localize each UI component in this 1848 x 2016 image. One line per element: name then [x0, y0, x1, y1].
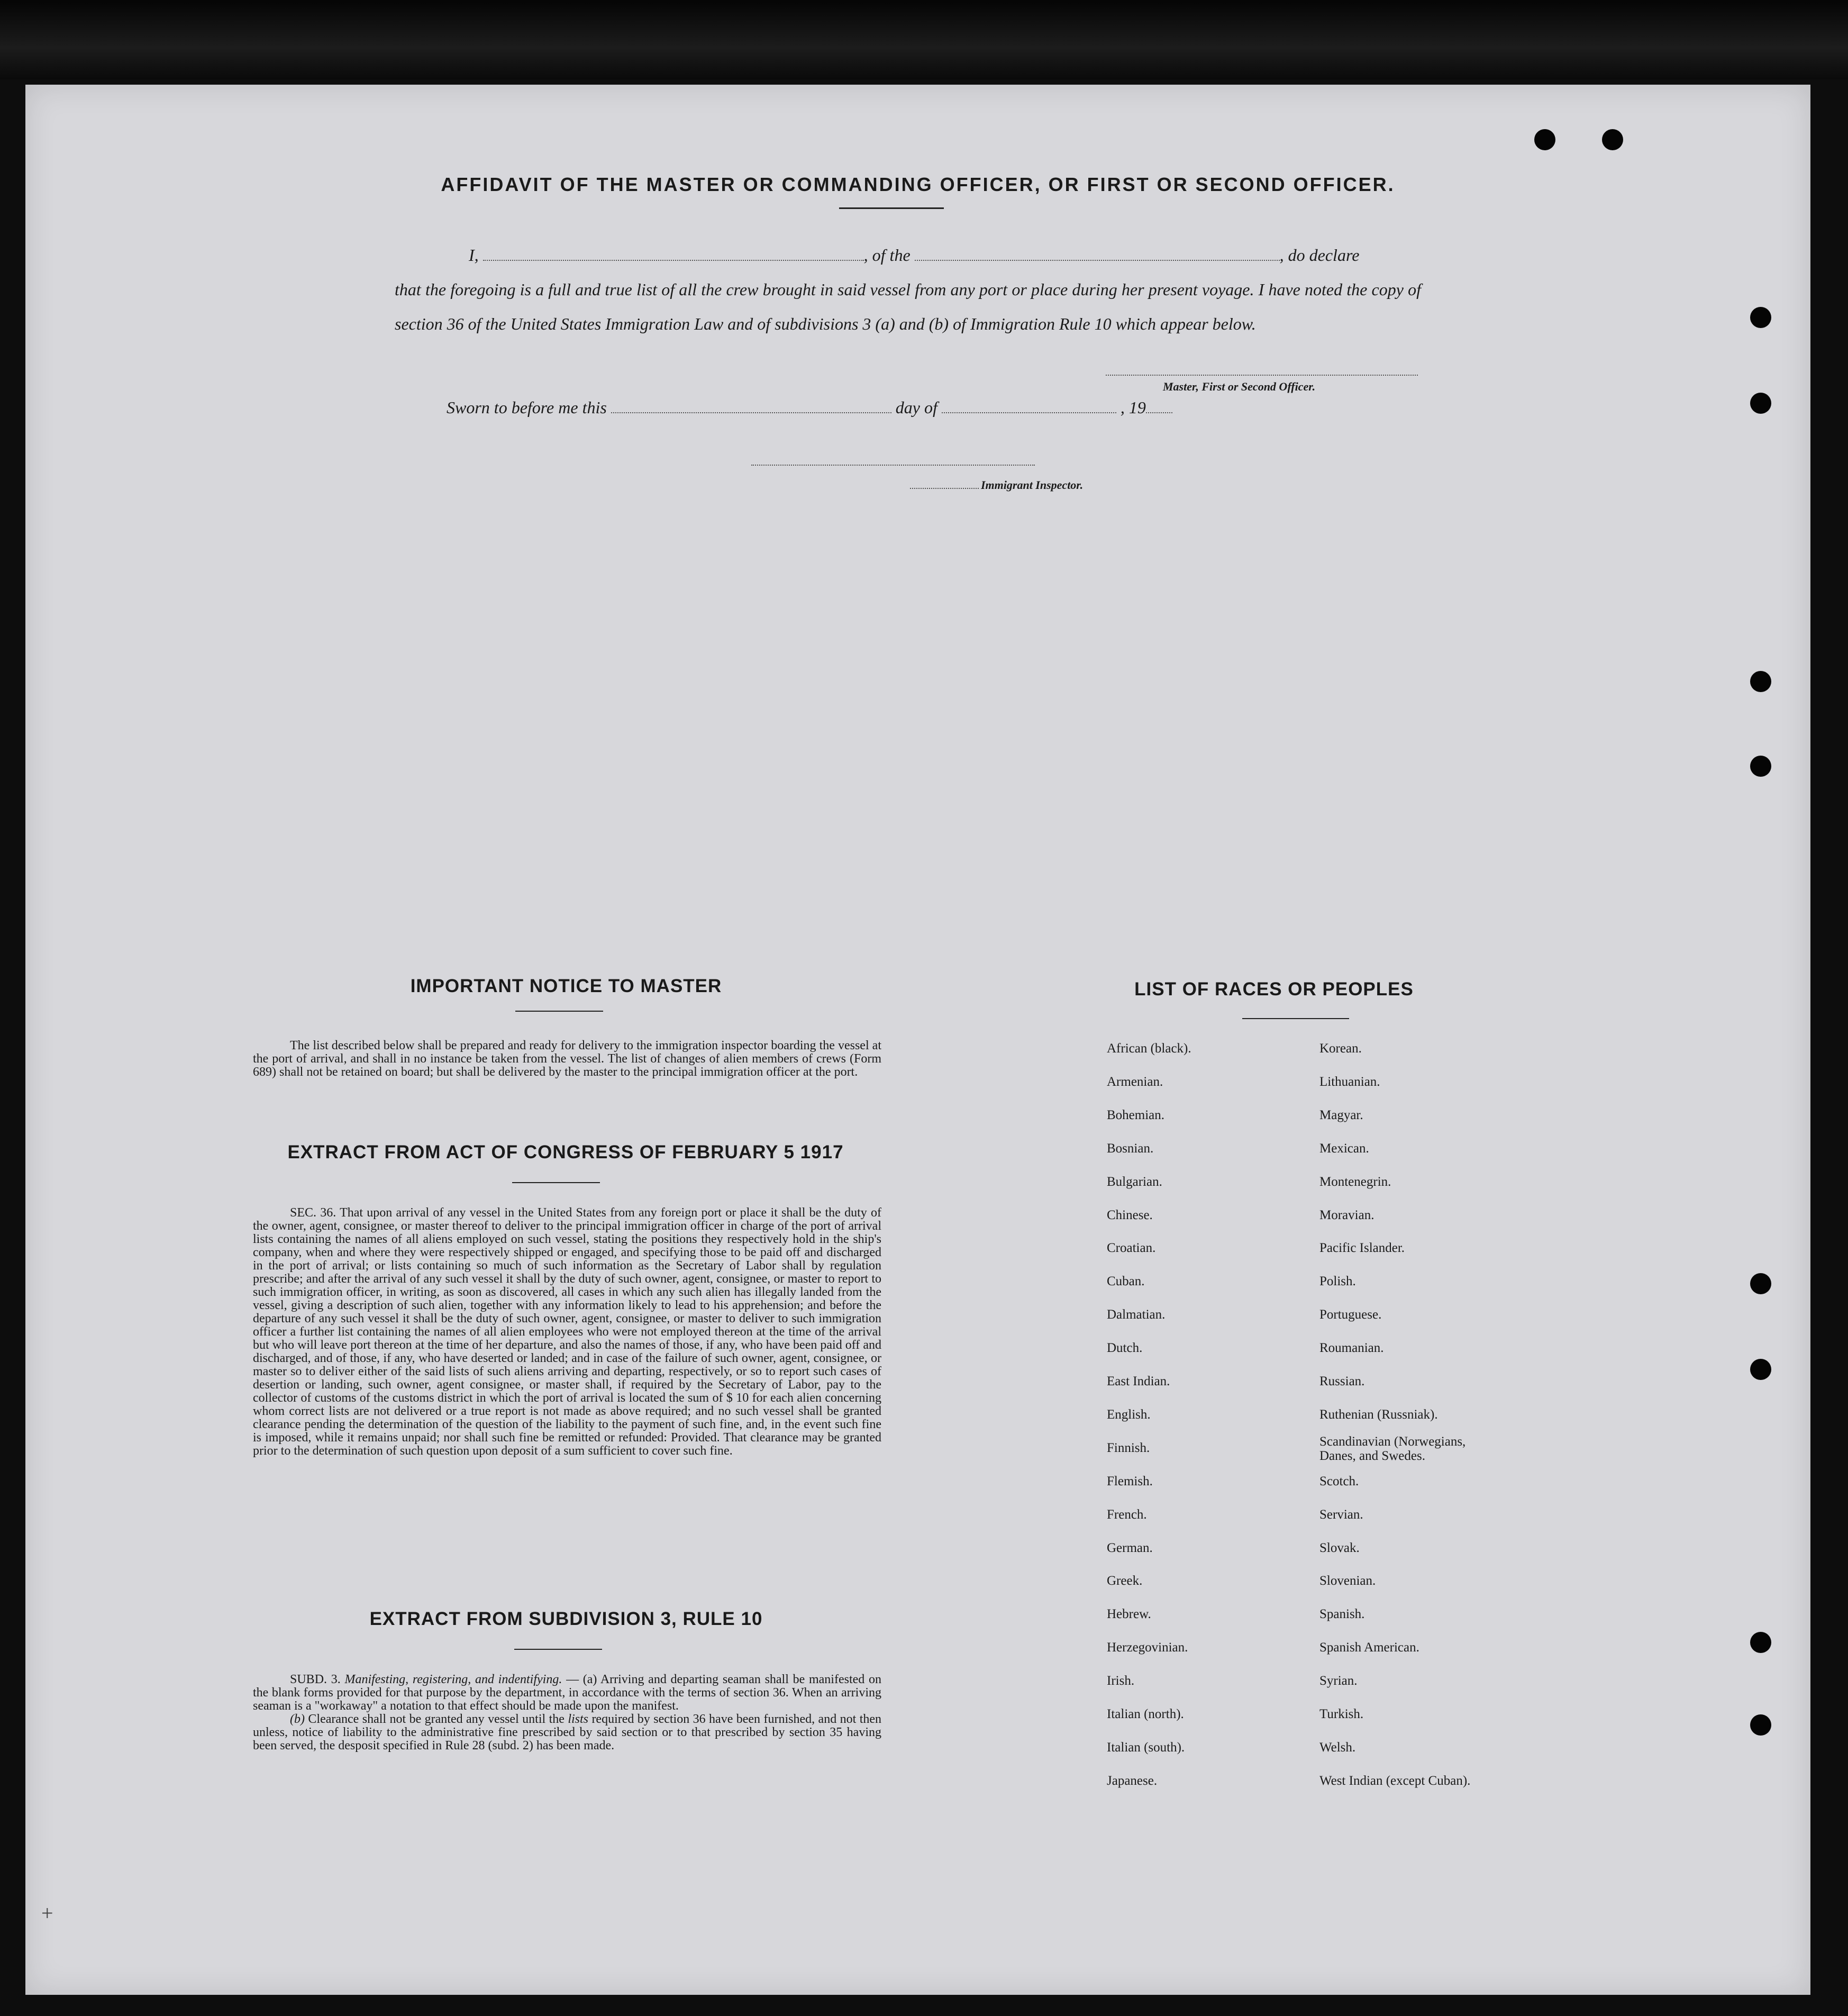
affidavit-body: that the foregoing is a full and true list of all the crew brought in said vessel from any port or place during her present voyage. I have noted the copy of section 36 of the United States Immigration Law and of subdivisions 3 (a) and (b) of Immigration Rule 10 which appear below.: [395, 280, 1421, 333]
race-item: Pacific Islander.: [1319, 1241, 1405, 1256]
race-item: Slovenian.: [1319, 1574, 1376, 1588]
affidavit-title: AFFIDAVIT OF THE MASTER OR COMMANDING OFFICER, OR FIRST OR SECOND OFFICER.: [441, 174, 1395, 195]
subd-prefix: SUBD. 3.: [290, 1673, 341, 1686]
race-item: Finnish.: [1107, 1440, 1150, 1455]
race-item: Servian.: [1319, 1507, 1363, 1522]
margin-mark: +: [41, 1901, 53, 1925]
punch-hole-icon: [1750, 393, 1771, 414]
rule-extract-text: [253, 1673, 881, 1752]
year-prefix: , 19: [1120, 398, 1146, 417]
race-item: Syrian.: [1319, 1674, 1358, 1688]
sworn-line: [447, 398, 1172, 417]
race-item: Japanese.: [1107, 1773, 1158, 1788]
race-item: Moravian.: [1319, 1207, 1374, 1222]
race-item: Croatian.: [1107, 1241, 1156, 1256]
day-of-text: day of: [895, 398, 937, 417]
race-item: Bohemian.: [1107, 1107, 1165, 1122]
of-the-text: , of the: [863, 246, 911, 265]
race-item: Dutch.: [1107, 1341, 1143, 1356]
race-item: West Indian (except Cuban).: [1319, 1773, 1471, 1788]
inspector-signature-line: [751, 465, 1035, 466]
punch-hole-icon: [1750, 1273, 1771, 1294]
race-item: English.: [1107, 1407, 1151, 1422]
master-signature-label: Master, First or Second Officer.: [1163, 380, 1316, 393]
sworn-day-blank: [611, 399, 891, 413]
master-signature-line: [1106, 375, 1418, 376]
inspector-row: [910, 478, 1083, 492]
sworn-prefix: Sworn to before me this: [447, 398, 607, 417]
race-item: Scandinavian (Norwegians, Danes, and Swedes.: [1319, 1434, 1466, 1463]
race-item: Spanish American.: [1319, 1640, 1419, 1655]
para-b-lists: lists: [568, 1712, 589, 1726]
race-item: Dalmatian.: [1107, 1307, 1166, 1322]
inspector-blank: [910, 479, 979, 489]
race-item: Hebrew.: [1107, 1607, 1151, 1622]
race-item: Russian.: [1319, 1374, 1365, 1388]
race-item: Montenegrin.: [1319, 1174, 1391, 1189]
act-extract-underline: [512, 1182, 600, 1183]
race-item: East Indian.: [1107, 1374, 1170, 1388]
title-underline: [839, 207, 944, 209]
notice-text: The list described below shall be prepared and ready for delivery to the immigration inspector boarding the vessel at the port of arrival, and shall in no instance be taken from the vessel. The list of changes of alien members of crews (Form 689) shall not be retained on board; but shall be delivered by the master to the principal immigration officer at the port.: [253, 1039, 881, 1079]
punch-hole-icon: [1750, 671, 1771, 692]
race-item: German.: [1107, 1540, 1153, 1555]
race-item: Scotch.: [1319, 1474, 1359, 1488]
scan-background: [0, 0, 1848, 79]
race-item: Roumanian.: [1319, 1341, 1384, 1356]
act-extract-text: SEC. 36. That upon arrival of any vessel in the United States from any foreign port or place it shall be the duty of the owner, agent, consignee, or master thereof to deliver to the principal immigration officer in charge of the port of arrival lists containing the names of all aliens employed on such vessel, stating the positions they respectively hold in the ship's company, when and where they were respectively shipped or engaged, and specifying those to be paid off and discharged in the port of arrival; or lists containing so much of such information as the Secretary of Labor shall by regulation prescribe; and after the arrival of any such vessel it shall by the duty of such owner, agent, consignee, or master to report to such immigration officer, in writing, as soon as discovered, all cases in which any such alien has illegally landed from the vessel, giving a description of such alien, together with any information likely to lead to his apprehension; and before the departure of any such vessel it shall be the duty of such owner, agent, consignee, or master to deliver to such immigration officer a further list containing the names of all alien employees who were not employed thereon at the time of the arrival but who will leave port thereon at the time of her departure, and also the names of those, if any, who have been paid off and discharged, and of those, if any, who have deserted or landed; and in case of the failure of such owner, agent, consignee, or master so to deliver either of the said lists of such aliens arriving and departing, respectively, or so to report such cases of desertion or landing, such owner, agent consignee, or master shall, if required by the Secretary of Labor, pay to the collector of customs of the customs district in which the port of arrival is located the sum of $ 10 for each alien concerning whom correct lists are not delivered or a true report is not made as above required; and no such vessel shall be granted clearance pending the determination of the question of the liability to the payment of such fine, and, in the event such fine is imposed, while it remains unpaid; nor shall such fine be remitted or refunded: Provided. That clearance may be granted prior to the determination of such question upon deposit of a sum sufficient to cover such fine.: [253, 1206, 881, 1458]
race-item: African (black).: [1107, 1041, 1191, 1056]
punch-hole-icon: [1750, 1714, 1771, 1736]
para-b-marker: (b): [290, 1712, 305, 1726]
vessel-blank: [915, 247, 1280, 261]
race-item: Italian (south).: [1107, 1740, 1185, 1755]
inspector-label: Immigrant Inspector.: [981, 478, 1084, 492]
subd-heading: Manifesting, registering, and indentifying.: [344, 1673, 562, 1686]
notice-underline: [515, 1011, 603, 1012]
race-item: Ruthenian (Russniak).: [1319, 1407, 1438, 1422]
race-item: Korean.: [1319, 1041, 1362, 1056]
races-title: LIST OF RACES OR PEOPLES: [1134, 979, 1414, 1000]
race-item: Greek.: [1107, 1574, 1143, 1588]
race-item: Lithuanian.: [1319, 1074, 1380, 1089]
para-a-marker: — (a): [566, 1673, 597, 1686]
race-item: Flemish.: [1107, 1474, 1153, 1488]
race-item: Mexican.: [1319, 1141, 1369, 1156]
punch-hole-icon: [1750, 307, 1771, 328]
punch-hole-icon: [1602, 129, 1623, 150]
punch-hole-icon: [1750, 1632, 1771, 1653]
race-item: Bulgarian.: [1107, 1174, 1162, 1189]
para-a-text: Arriving and departing seaman shall be manifested on the blank forms provided for that purpose by the department, in accordance with the terms of section 36. When an arriving seaman is a "workaway" a notation to that effect should be made upon the manifest.: [253, 1673, 881, 1713]
race-item: Chinese.: [1107, 1207, 1153, 1222]
race-item: Magyar.: [1319, 1107, 1363, 1122]
act-extract-title: EXTRACT FROM ACT OF CONGRESS OF FEBRUARY 5 1917: [287, 1142, 844, 1163]
race-item: French.: [1107, 1507, 1147, 1522]
sworn-year-blank: [1146, 399, 1172, 413]
race-item: Slovak.: [1319, 1540, 1360, 1555]
affidavit-statement: [395, 238, 1421, 341]
punch-hole-icon: [1534, 129, 1555, 150]
document-page: [25, 85, 1810, 1995]
race-item: Spanish.: [1319, 1607, 1365, 1622]
race-item: Italian (north).: [1107, 1707, 1184, 1721]
rule-extract-title: EXTRACT FROM SUBDIVISION 3, RULE 10: [369, 1609, 763, 1629]
race-item: Cuban.: [1107, 1274, 1145, 1289]
punch-hole-icon: [1750, 756, 1771, 777]
do-declare-text: , do declare: [1279, 246, 1360, 265]
punch-hole-icon: [1750, 1359, 1771, 1380]
race-item: Herzegovinian.: [1107, 1640, 1188, 1655]
race-item: Armenian.: [1107, 1074, 1163, 1089]
race-item: Portuguese.: [1319, 1307, 1382, 1322]
para-b-text2: required by section 36 have been furnished, and not then unless, notice of liability to the administrative fine prescribed by said section or to that prescribed by section 35 having been served, the desposit specified in Rule 28 (subd. 2) has been made.: [253, 1712, 882, 1752]
race-item: Turkish.: [1319, 1707, 1364, 1721]
races-underline: [1242, 1018, 1349, 1019]
notice-title: IMPORTANT NOTICE TO MASTER: [410, 976, 722, 996]
race-item: Polish.: [1319, 1274, 1356, 1289]
rule-extract-underline: [514, 1649, 602, 1650]
affidavit-i: I,: [469, 246, 479, 265]
race-item: Irish.: [1107, 1674, 1135, 1688]
para-b-text1: Clearance shall not be granted any vessel until the: [308, 1712, 565, 1726]
sworn-month-blank: [942, 399, 1116, 413]
name-blank: [483, 247, 864, 261]
race-item: Welsh.: [1319, 1740, 1356, 1755]
race-item: Bosnian.: [1107, 1141, 1154, 1156]
